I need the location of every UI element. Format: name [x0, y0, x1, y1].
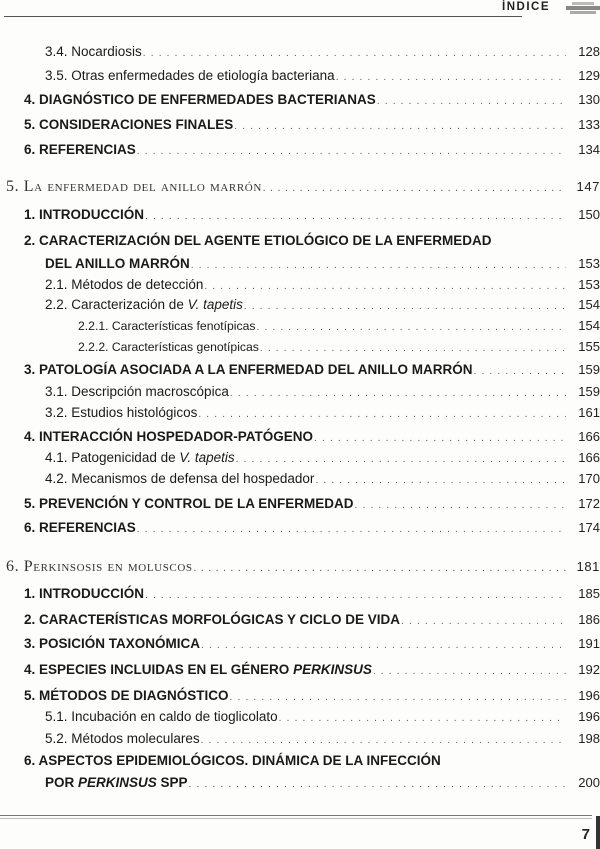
- dot-leader: [315, 475, 566, 486]
- toc-page-number: 129: [578, 68, 600, 83]
- toc-entry: [45, 471, 600, 486]
- toc-entry: [24, 612, 600, 627]
- toc-entry-title: 1. INTRODUCCIÓN: [24, 207, 145, 222]
- toc-entry-title: 4. INTERACCIÓN HOSPEDADOR-PATÓGENO: [24, 429, 314, 444]
- toc-entry-title: 3.4. Nocardiosis: [45, 44, 142, 59]
- toc-entry-title: 6. REFERENCIAS: [24, 520, 136, 535]
- toc-entry-title-text: 4.1. Patogenicidad de: [45, 450, 180, 465]
- dot-leader: [194, 563, 566, 574]
- dot-leader: [314, 433, 566, 444]
- toc-page-number: 192: [578, 662, 600, 677]
- toc-page-number: 181: [576, 559, 600, 574]
- toc-chapter: [6, 178, 600, 196]
- toc-entry-title-italic: PERKINSUS: [78, 775, 157, 790]
- toc-entry: [24, 142, 600, 157]
- toc-page-number: 174: [578, 520, 600, 535]
- toc-entry-title: 5. CONSIDERACIONES FINALES: [24, 117, 234, 132]
- toc-entry: [45, 384, 600, 399]
- toc-entry: [45, 277, 600, 292]
- toc-entry-title-text: POR: [45, 775, 79, 790]
- dot-leader: [204, 281, 566, 292]
- dot-leader: [377, 96, 566, 107]
- toc-entry-title-text: 4. ESPECIES INCLUIDAS EN EL GÉNERO: [24, 662, 294, 677]
- toc-entry-title-text: 2.2. Caracterización de: [45, 297, 188, 312]
- toc-entry: [24, 92, 600, 107]
- toc-entry: [45, 731, 600, 746]
- dot-leader: [373, 666, 566, 677]
- toc-page-number: 166: [578, 429, 600, 444]
- dot-leader: [336, 72, 566, 83]
- dot-leader: [191, 260, 566, 271]
- dot-leader: [260, 343, 566, 354]
- toc-entry: [45, 297, 600, 312]
- toc-entry: [24, 520, 600, 535]
- toc-entry: [78, 339, 600, 354]
- toc-entry: [45, 709, 600, 724]
- dot-leader: [198, 409, 566, 420]
- toc-entry-title: 6. ASPECTOS EPIDEMIOLÓGICOS. DINÁMICA DE LA INFECCIÓN: [24, 753, 441, 768]
- toc-entry: [24, 753, 600, 768]
- page-number: 7: [581, 826, 590, 843]
- dot-leader: [401, 616, 566, 627]
- toc-page-number: 154: [578, 297, 600, 312]
- footer-rule-secondary: [0, 818, 592, 819]
- toc-entry: [24, 636, 600, 651]
- toc-entry: [45, 775, 600, 790]
- dot-leader: [137, 524, 566, 535]
- toc-page-number: 191: [578, 636, 600, 651]
- toc-page-number: 150: [578, 207, 600, 222]
- toc-page-number: 155: [578, 339, 600, 354]
- dot-leader: [236, 454, 566, 465]
- toc-entry-title: 3.5. Otras enfermedades de etiología bacteriana: [45, 68, 335, 83]
- page-edge-mark: [596, 816, 600, 849]
- dot-leader: [230, 692, 566, 703]
- toc-entry-title-italic: V. tapetis: [179, 450, 235, 465]
- dot-leader: [201, 735, 566, 746]
- dot-leader: [263, 183, 566, 194]
- toc-page-number: 186: [578, 612, 600, 627]
- toc-entry: [45, 450, 600, 465]
- dot-leader: [145, 211, 566, 222]
- toc-entry: [45, 405, 600, 420]
- toc-entry: [24, 429, 600, 444]
- toc-entry-title: 2.1. Métodos de detección: [45, 277, 204, 292]
- toc-entry-title: 1. INTRODUCCIÓN: [24, 586, 145, 601]
- toc-page-number: 147: [576, 179, 600, 194]
- toc-entry-title: DEL ANILLO MARRÓN: [45, 256, 190, 271]
- dot-leader: [201, 640, 566, 651]
- toc-page-number: 196: [578, 688, 600, 703]
- dot-leader: [143, 48, 566, 59]
- footer-rule: [0, 815, 592, 816]
- dot-leader: [256, 322, 566, 333]
- toc-page-number: 200: [578, 775, 600, 790]
- dot-leader: [145, 590, 566, 601]
- toc-entry: [24, 496, 600, 511]
- toc-entry: [45, 256, 600, 271]
- toc-entry-title: 4. DIAGNÓSTICO DE ENFERMEDADES BACTERIANAS: [24, 92, 376, 107]
- dot-leader: [244, 301, 566, 312]
- toc-entry-title: 6. Perkinsosis en moluscos: [6, 558, 193, 575]
- toc-entry-title: 5. MÉTODOS DE DIAGNÓSTICO: [24, 688, 229, 703]
- toc-entry-title: 3. PATOLOGÍA ASOCIADA A LA ENFERMEDAD DEL ANILLO MARRÓN: [24, 362, 473, 377]
- toc-page-number: 154: [578, 318, 600, 333]
- toc-page-number: 159: [578, 362, 600, 377]
- toc-entry-title: 4.2. Mecanismos de defensa del hospedador: [45, 471, 315, 486]
- toc-entry-title-italic: PERKINSUS: [293, 662, 372, 677]
- toc-entry-title: 6. REFERENCIAS: [24, 142, 136, 157]
- toc-entry: [24, 233, 600, 248]
- toc-entry-title: 2. CARACTERÍSTICAS MORFOLÓGICAS Y CICLO DE VIDA: [24, 612, 401, 627]
- toc-entry-title: [45, 775, 188, 790]
- dot-leader: [355, 500, 566, 511]
- toc-entry: [24, 362, 600, 377]
- toc-entry-title: 5.2. Métodos moleculares: [45, 731, 200, 746]
- toc-page-number: 166: [578, 450, 600, 465]
- toc-page-number: 159: [578, 384, 600, 399]
- toc-entry-title: 2.2.1. Características fenotípicas: [78, 319, 256, 333]
- toc-page-number: 185: [578, 586, 600, 601]
- toc-page-number: 133: [578, 117, 600, 132]
- dot-leader: [279, 713, 566, 724]
- toc-page-number: 134: [578, 142, 600, 157]
- toc-page-number: 153: [578, 256, 600, 271]
- toc-page-number: 170: [578, 471, 600, 486]
- toc-entry: [24, 662, 600, 677]
- toc-entry: [78, 318, 600, 333]
- toc-page-number: 161: [578, 405, 600, 420]
- toc-chapter: [6, 558, 600, 576]
- toc-entry-title-suffix: SPP: [156, 775, 188, 790]
- toc-entry: [24, 117, 600, 132]
- toc-entry-title: 3.1. Descripción macroscópica: [45, 384, 229, 399]
- toc-entry: [45, 68, 600, 83]
- toc-entry-title: 2. CARACTERIZACIÓN DEL AGENTE ETIOLÓGICO DE LA ENFERMEDAD: [24, 233, 492, 248]
- toc-page-number: 172: [578, 496, 600, 511]
- running-title: ÍNDICE: [502, 1, 550, 13]
- toc-entry-title: 5.1. Incubación en caldo de tioglicolato: [45, 709, 278, 724]
- toc-entry-title-italic: V. tapetis: [187, 297, 243, 312]
- toc-entry: [45, 44, 600, 59]
- toc-entry-title: 5. La enfermedad del anillo marrón: [6, 178, 262, 195]
- toc-entry-title: [45, 450, 235, 465]
- toc-entry-title: 3.2. Estudios histológicos: [45, 405, 198, 420]
- dot-leader: [230, 388, 566, 399]
- toc-entry: [24, 586, 600, 601]
- dot-leader: [137, 146, 566, 157]
- toc-page-number: 130: [578, 92, 600, 107]
- toc-entry-title: [45, 297, 243, 312]
- toc-entry-title: 5. PREVENCIÓN Y CONTROL DE LA ENFERMEDAD: [24, 496, 354, 511]
- toc-entry-title: 2.2.2. Características genotípicas: [78, 340, 259, 354]
- toc-page-number: 198: [578, 731, 600, 746]
- toc-page-number: 153: [578, 277, 600, 292]
- dot-leader: [234, 121, 566, 132]
- toc-entry: [24, 688, 600, 703]
- dot-leader: [189, 779, 566, 790]
- toc-page-number: 128: [578, 44, 600, 59]
- toc-entry-title: 3. POSICIÓN TAXONÓMICA: [24, 636, 201, 651]
- toc-entry-title: [24, 662, 372, 677]
- toc-page-number: 196: [578, 709, 600, 724]
- toc-entry: [24, 207, 600, 222]
- dot-leader: [474, 366, 567, 377]
